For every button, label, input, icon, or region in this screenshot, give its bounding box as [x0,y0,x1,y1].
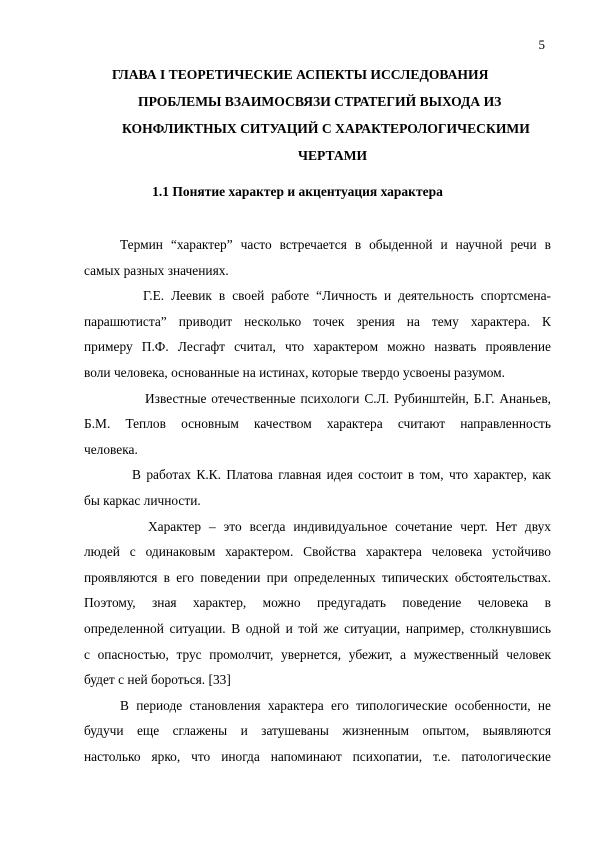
chapter-title-line: ЧЕРТАМИ [298,148,368,163]
text-line: В периоде становления характера его типологические особенности, не [120,697,551,713]
text-line: проявляются в его поведении при определенных типических обстоятельствах. [84,569,551,585]
text-line: с опасностью, трус промолчит, увернется, убежит, а мужественный человек [84,646,551,662]
text-line: самых разных значениях. [84,262,229,278]
text-line: парашютиста” приводит несколько точек зрения на тему характера. К [84,313,551,329]
text-line: будучи еще сглажены и затушеваны жизненным опытом, выявляются [84,723,551,739]
text-line: примеру П.Ф. Лесгафт считал, что характером можно назвать проявление [84,339,551,355]
text-line: воли человека, основанные на истинах, которые твердо усвоены разумом. [84,364,505,380]
text-line: Поэтому, зная характер, можно предугадать поведение человека в [84,595,551,611]
paragraph [84,283,551,385]
text-line: Характер – это всегда индивидуальное сочетание черт. Нет двух [148,518,551,534]
text-line: человека. [84,441,138,457]
chapter-title-line: ГЛАВА I ТЕОРЕТИЧЕСКИЕ АСПЕКТЫ ИССЛЕДОВАНИЯ [112,67,489,82]
chapter-title [84,61,564,169]
chapter-title-line: ПРОБЛЕМЫ ВЗАИМОСВЯЗИ СТРАТЕГИЙ ВЫХОДА ИЗ [138,94,502,109]
text-line: Известные отечественные психологи С.Л. Рубинштейн, Б.Г. Ананьев, [145,390,551,406]
text-line: настолько ярко, что иногда напоминают психопатии, т.е. патологические [84,748,551,764]
paragraph [84,232,551,283]
text-line: определенной ситуации. В одной и той же ситуации, например, столкнувшись [84,620,551,636]
text-line: людей с одинаковым характером. Свойства характера человека устойчиво [84,544,551,560]
text-line: Б.М. Теплов основным качеством характера считают направленность [84,416,551,432]
text-line: бы каркас личности. [84,492,201,508]
page-number: 5 [538,37,545,52]
text-line: Термин “характер” часто встречается в обыденной и научной речи в [120,237,551,252]
paragraph [84,462,551,513]
section-title: 1.1 Понятие характер и акцентуация характера [152,184,443,199]
body-text [84,232,551,769]
paragraph [84,514,551,693]
paragraph [84,693,551,770]
text-line: В работах К.К. Платова главная идея состоит в том, что характер, как [132,467,551,483]
text-line: Г.Е. Леевик в своей работе “Личность и деятельность спортсмена- [143,288,551,304]
text-line: будет с ней бороться. [33] [84,672,231,688]
paragraph [84,386,551,463]
chapter-title-line: КОНФЛИКТНЫХ СИТУАЦИЙ С ХАРАКТЕРОЛОГИЧЕСКИМИ [122,121,530,136]
